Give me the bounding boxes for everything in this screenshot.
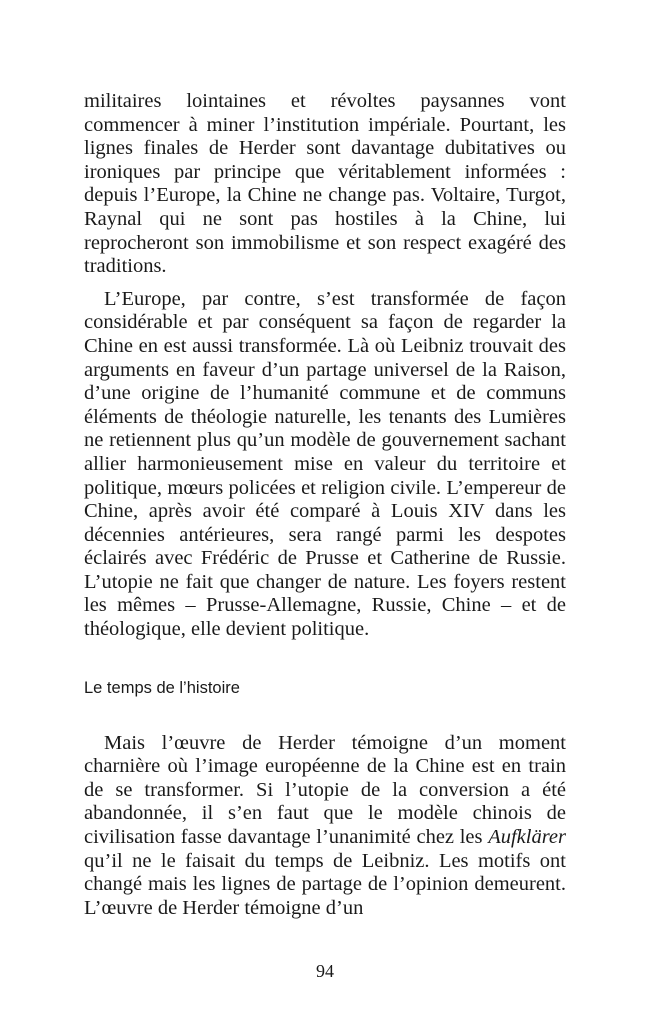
section-heading: Le temps de l’histoire [84, 678, 240, 697]
paragraph-1: militaires lointaines et révoltes paysannes vont commencer à miner l’institution impériale. Pourtant, les lignes finales de Herder sont davantage dubitatives ou ironiques par principe que véritablement informées : depuis l’Europe, la Chine ne change pas. Voltaire, Turgot, Raynal qui ne sont pas hostiles à la Chine, lui reprocheront son immobilisme et son respect exagéré des traditions. [84, 90, 566, 278]
paragraph-2: L’Europe, par contre, s’est transformée de façon considérable et par conséquent sa façon de regarder la Chine en est aussi transformée. Là où Leibniz trouvait des arguments en faveur d’un partage universel de la Raison, d’une origine de l’humanité commune et de communs éléments de théologie naturelle, les tenants des Lumières ne retiennent plus qu’un modèle de gouvernement sachant allier harmonieusement mise en valeur du territoire et politique, mœurs policées et religion civile. L’empereur de Chine, après avoir été comparé à Louis XIV dans les décennies antérieures, sera rangé parmi les despotes éclairés avec Frédéric de Prusse et Catherine de Russie. L’utopie ne fait que changer de nature. Les foyers restent les mêmes – Prusse-Allemagne, Russie, Chine – et de théologique, elle devient politique. [84, 287, 566, 641]
page-number: 94 [316, 961, 334, 981]
page-body [84, 90, 566, 920]
paragraph-3-text-after: qu’il ne le faisait du temps de Leibniz. Les motifs ont changé mais les lignes de partage de l’opinion demeurent. L’œuvre de Herder témoigne d’un [84, 849, 566, 919]
paragraph-3-text-before: Mais l’œuvre de Herder témoigne d’un moment charnière où l’image européenne de la Chine est en train de se transformer. Si l’utopie de la conversion a été abandonnée, il s’en faut que le modèle chinois de civilisation fasse davantage l’unanimité chez les [84, 731, 566, 849]
paragraph-3-italic-term: Aufklärer [488, 826, 566, 849]
paragraph-3 [84, 732, 566, 921]
